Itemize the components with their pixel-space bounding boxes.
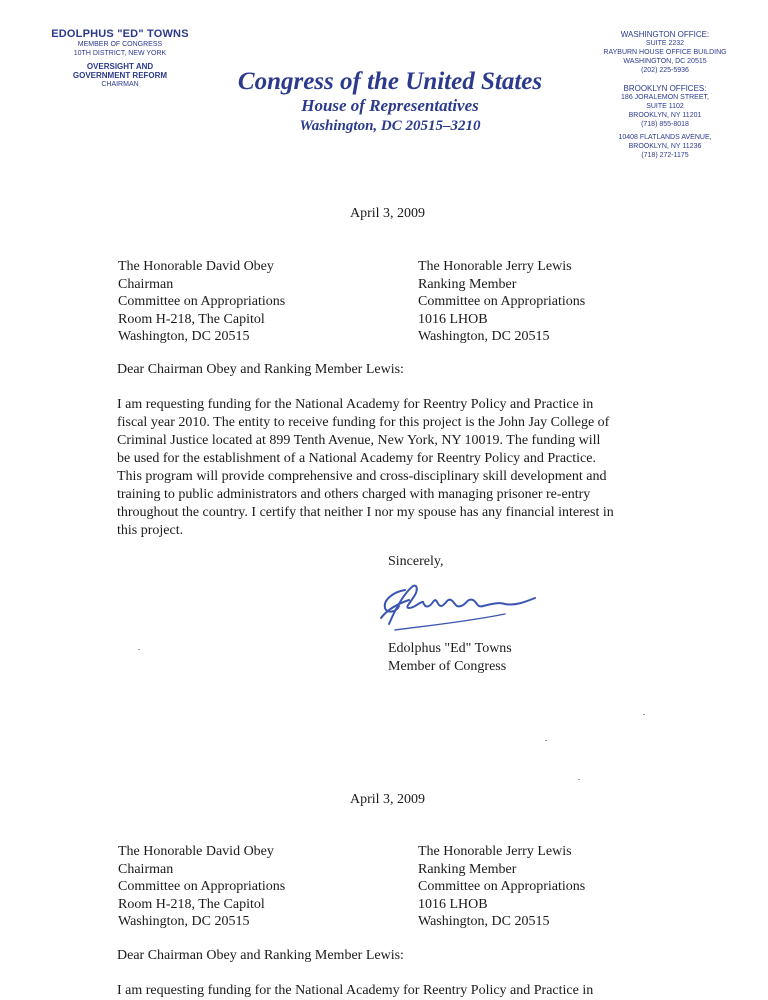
washington-office-line: WASHINGTON, DC 20515 [623, 58, 707, 65]
body-line: throughout the country. I certify that neither I nor my spouse has any financial interest in [117, 505, 614, 520]
address-line: Committee on Appropriations [418, 294, 586, 309]
member-district: 10TH DISTRICT, NEW YORK [73, 50, 167, 57]
brooklyn-office-line: 10408 FLATLANDS AVENUE, [618, 134, 712, 141]
letter-body [117, 396, 642, 540]
brooklyn-office-line: 186 JORALEMON STREET, [621, 94, 709, 101]
address-line: Committee on Appropriations [118, 879, 286, 894]
address-line: Committee on Appropriations [418, 879, 586, 894]
address-line: The Honorable Jerry Lewis [418, 259, 572, 274]
recipient-address-right [418, 258, 585, 346]
address-line: Room H-218, The Capitol [118, 311, 265, 327]
signer-name: Edolphus "Ed" Towns [388, 641, 512, 656]
scan-speck [545, 740, 547, 741]
body-line: This program will provide comprehensive and cross-disciplinary skill development and [117, 469, 607, 484]
washington-office-line: RAYBURN HOUSE OFFICE BUILDING [603, 49, 727, 56]
salutation: Dear Chairman Obey and Ranking Member Lewis: [117, 948, 404, 963]
salutation: Dear Chairman Obey and Ranking Member Lewis: [117, 362, 404, 377]
recipient-address-left [118, 258, 285, 346]
brooklyn-office-line: BROOKLYN, NY 11236 [628, 143, 702, 150]
committee-role: CHAIRMAN [101, 81, 139, 88]
address-line: Chairman [118, 276, 174, 292]
letter-date: April 3, 2009 [350, 792, 426, 807]
body-line: this project. [117, 523, 184, 538]
address-line: The Honorable Jerry Lewis [418, 844, 572, 859]
body-line: fiscal year 2010. The entity to receive funding for this project is the John Jay College of [117, 415, 610, 430]
handwritten-signature [375, 580, 540, 636]
committee-line-2: GOVERNMENT REFORM [72, 71, 168, 80]
address-line: Ranking Member [418, 861, 517, 877]
letterhead-title-block [215, 68, 565, 136]
address-line: The Honorable David Obey [118, 259, 274, 274]
body-line: training to public administrators and others charged with managing prisoner re-entry [117, 487, 591, 502]
brooklyn-offices-title: BROOKLYN OFFICES: [623, 84, 707, 93]
recipient-address-right [418, 843, 585, 931]
address-line: Chairman [118, 861, 174, 877]
body-line: Criminal Justice located at 899 Tenth Avenue, New York, NY 10019. The funding will [117, 433, 601, 448]
brooklyn-office-line: BROOKLYN, NY 11201 [628, 112, 702, 119]
closing: Sincerely, [388, 554, 444, 569]
brooklyn-office-line: SUITE 1102 [646, 103, 684, 110]
address-line: Washington, DC 20515 [118, 329, 250, 344]
letter-date: April 3, 2009 [350, 206, 426, 221]
scan-speck [643, 714, 645, 715]
signer-title: Member of Congress [388, 659, 507, 674]
brooklyn-office-phone: (718) 272-1175 [641, 152, 689, 159]
address-line: Washington, DC 20515 [418, 329, 550, 344]
letterhead-offices-block [590, 30, 740, 160]
congress-title: Congress of the United States [237, 68, 543, 95]
letterhead-member-block [40, 28, 200, 89]
member-role: MEMBER OF CONGRESS [77, 41, 163, 48]
body-line: I am requesting funding for the National Academy for Reentry Policy and Practice in [117, 983, 594, 998]
address-line: Washington, DC 20515 [118, 914, 250, 929]
address-line: The Honorable David Obey [118, 844, 274, 859]
address-line: Ranking Member [418, 276, 517, 292]
scan-speck [578, 779, 580, 780]
address-line: Room H-218, The Capitol [118, 896, 265, 912]
address-line: Committee on Appropriations [118, 294, 286, 309]
washington-office-line: SUITE 2232 [645, 40, 685, 47]
committee-line-1: OVERSIGHT AND [86, 62, 154, 71]
washington-office-phone: (202) 225-5936 [641, 67, 689, 74]
washington-address: Washington, DC 20515–3210 [299, 118, 481, 134]
member-name: EDOLPHUS "ED" TOWNS [51, 28, 189, 40]
brooklyn-office-phone: (718) 855-8018 [641, 121, 689, 128]
scan-speck [138, 649, 140, 650]
address-line: 1016 LHOB [418, 311, 488, 327]
body-line: I am requesting funding for the National Academy for Reentry Policy and Practice in [117, 397, 594, 412]
address-line: 1016 LHOB [418, 896, 488, 912]
address-line: Washington, DC 20515 [418, 914, 550, 929]
washington-office-title: WASHINGTON OFFICE: [620, 30, 710, 39]
house-title: House of Representatives [301, 96, 479, 115]
signer-block [388, 640, 512, 676]
body-line: be used for the establishment of a National Academy for Reentry Policy and Practice. [117, 451, 596, 466]
recipient-address-left [118, 843, 285, 931]
